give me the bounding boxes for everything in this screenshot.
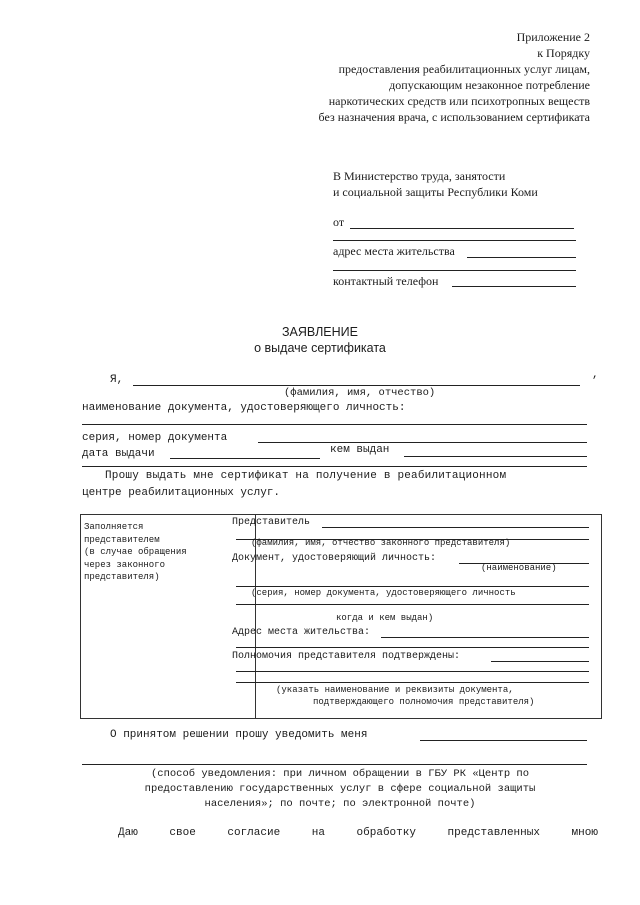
from-label: от [333, 215, 345, 229]
from-field[interactable] [350, 228, 574, 229]
id-document-field[interactable] [82, 424, 587, 425]
issue-date-field[interactable] [170, 458, 320, 459]
series-number-label: серия, номер документа [82, 432, 228, 444]
id-document-label: наименование документа, удостоверяющего личность: [82, 402, 406, 414]
addressee-line: В Министерство труда, занятости [333, 169, 506, 183]
representative-fio-caption: (фамилия, имя, отчество законного представителя) [251, 538, 511, 548]
document-subtitle: о выдаче сертификата [254, 341, 386, 355]
order-title-line: наркотических средств или психотропных веществ [328, 94, 590, 108]
address-label: адрес места жительства [333, 244, 455, 258]
notify-caption: населения»; по почте; по электронной почте) [204, 798, 476, 810]
consent-line [118, 827, 598, 839]
authority-caption: (указать наименование и реквизиты документа, [276, 685, 514, 695]
request-line: центре реабилитационных услуг. [82, 487, 281, 499]
fio-caption: (фамилия, имя, отчество) [284, 387, 436, 399]
rep-address-field[interactable] [381, 637, 589, 638]
order-title-line: без назначения врача, с использованием сертификата [318, 110, 590, 124]
authority-field-continuation[interactable] [236, 671, 589, 672]
authority-caption: подтверждающего полномочия представителя) [313, 697, 535, 707]
issue-date-label: дата выдачи [82, 448, 155, 460]
representative-note-line: Заполняется [84, 522, 144, 532]
rep-document-name-caption: (наименование) [481, 563, 557, 573]
representative-note [84, 521, 187, 584]
notify-caption: предоставлению государственных услуг в сфере социальной защиты [144, 783, 536, 795]
order-title-line: предоставления реабилитационных услуг лицам, [338, 62, 590, 76]
addressee-line: и социальной защиты Республики Коми [333, 185, 538, 199]
issued-by-field-continuation[interactable] [82, 466, 587, 467]
representative-note-line: представителем [84, 534, 160, 545]
consent-word: представленных [447, 827, 540, 839]
rep-series-field[interactable] [236, 586, 589, 587]
representative-note-line: через законного [84, 559, 166, 570]
notify-field[interactable] [420, 740, 587, 741]
representative-label: Представитель [232, 517, 311, 528]
consent-word: свое [169, 827, 196, 839]
request-line [105, 470, 595, 482]
authority-field-continuation[interactable] [236, 682, 589, 683]
representative-field[interactable] [322, 527, 589, 528]
representative-note-line: (в случае обращения [84, 547, 187, 557]
appendix-label: Приложение 2 [516, 30, 590, 44]
rep-id-document-label: Документ, удостоверяющий личность: [232, 553, 437, 564]
order-title-line: допускающим незаконное потребление [389, 78, 590, 92]
representative-note-line: представителя) [84, 572, 160, 582]
request-text: Прошу выдать мне сертификат на получение в реабилитационном [105, 470, 507, 482]
issued-by-field[interactable] [404, 456, 587, 457]
fio-comma: , [592, 369, 599, 381]
notify-field-continuation[interactable] [82, 764, 587, 765]
phone-field[interactable] [452, 286, 576, 287]
issued-by-label: кем выдан [330, 444, 390, 456]
authority-label: Полномочия представителя подтверждены: [232, 651, 461, 662]
ya-label: Я, [110, 374, 124, 386]
document-title: ЗАЯВЛЕНИЕ [281, 325, 358, 339]
phone-label: контактный телефон [333, 274, 439, 288]
rep-issued-caption: когда и кем выдан) [336, 613, 434, 623]
notify-caption: (способ уведомления: при личном обращении в ГБУ РК «Центр по [150, 768, 530, 780]
series-number-field[interactable] [258, 442, 587, 443]
order-ref: к Порядку [537, 46, 590, 60]
rep-address-field-continuation[interactable] [236, 647, 589, 648]
representative-box [80, 514, 602, 719]
rep-series-caption: (серия, номер документа, удостоверяющего личность [251, 588, 516, 598]
consent-word: обработку [356, 827, 416, 839]
consent-word: на [311, 827, 325, 839]
address-field-continuation[interactable] [333, 270, 576, 271]
from-field-continuation[interactable] [333, 240, 576, 241]
consent-word: мною [571, 827, 598, 839]
notify-label: О принятом решении прошу уведомить меня [110, 729, 368, 741]
consent-word: согласие [227, 827, 281, 839]
authority-field[interactable] [491, 661, 589, 662]
rep-address-label: Адрес места жительства: [232, 627, 371, 638]
rep-issued-field[interactable] [236, 604, 589, 605]
consent-word: Даю [118, 827, 138, 839]
address-field[interactable] [467, 257, 576, 258]
fio-field[interactable] [133, 385, 580, 386]
